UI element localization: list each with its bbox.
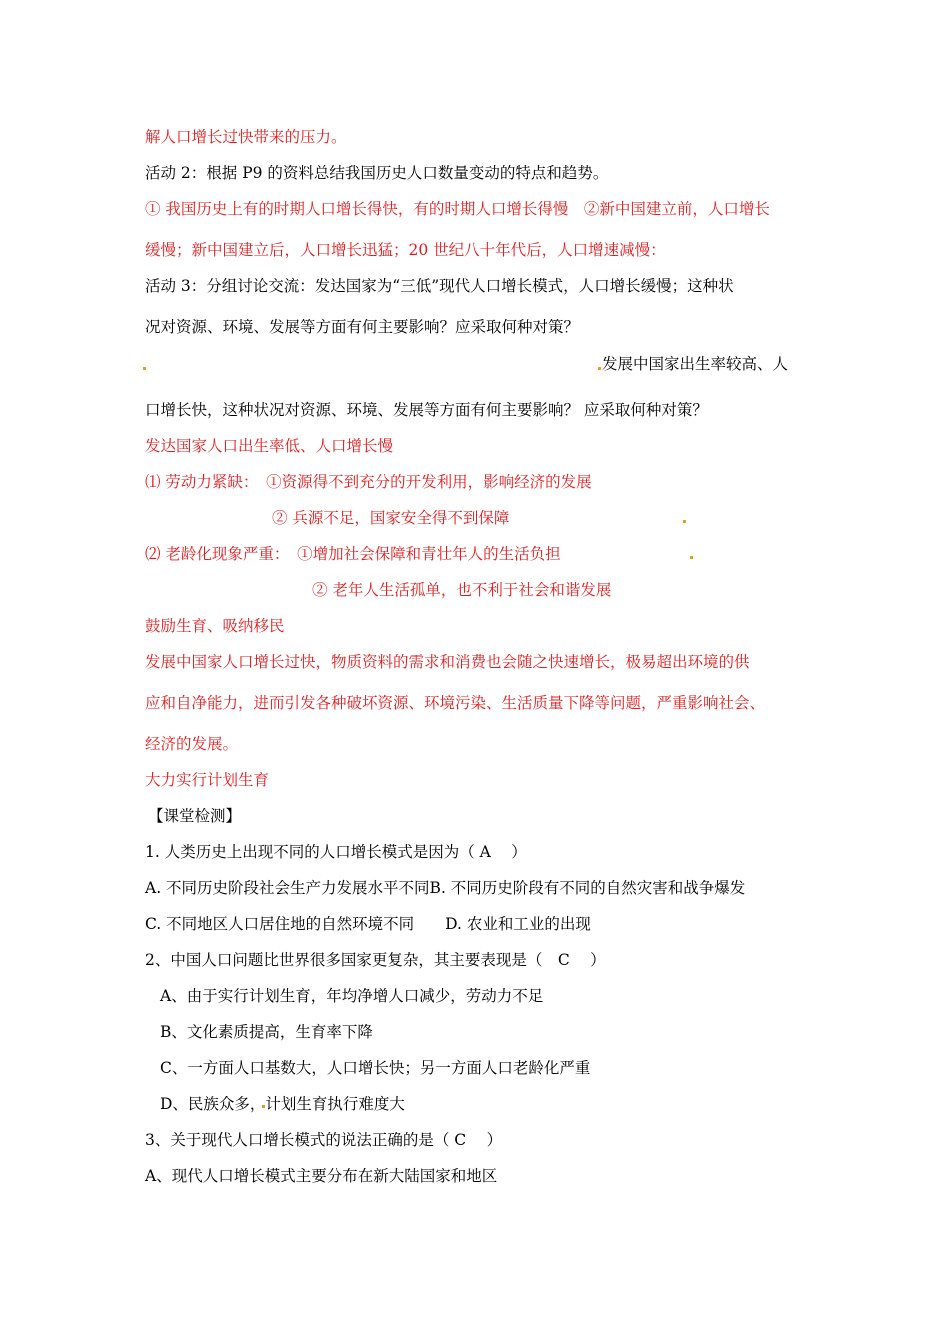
question-2-option-a: A、由于实行计划生育，年均净增人口减少，劳动力不足 <box>160 987 544 1005</box>
developed-measure: 鼓励生育、吸纳移民 <box>145 617 285 635</box>
question-3: 3、关于现代人口增长模式的说法正确的是（ C ） <box>145 1131 503 1149</box>
stray-dot <box>598 367 601 370</box>
question-2-option-c: C、一方面人口基数大，人口增长快；另一方面人口老龄化严重 <box>160 1059 591 1077</box>
developing-measure: 大力实行计划生育 <box>145 771 270 789</box>
question-1: 1. 人类历史上出现不同的人口增长模式是因为（ A ） <box>145 843 527 861</box>
question-2-option-d: D、民族众多，计划生育执行难度大 <box>160 1095 405 1113</box>
question-2: 2、中国人口问题比世界很多国家更复杂，其主要表现是（ C ） <box>145 951 606 969</box>
answer-text-line: 解人口增长过快带来的压力。 <box>145 128 347 146</box>
labor-shortage-line: ⑴ 劳动力紧缺： ①资源得不到充分的开发利用，影响经济的发展 <box>145 473 592 491</box>
developing-text-line-1: 发展中国家人口增长过快，物质资料的需求和消费也会随之快速增长，极易超出环境的供 <box>145 653 750 671</box>
activity-2-question: 活动 2：根据 P9 的资料总结我国历史人口数量变动的特点和趋势。 <box>145 164 609 182</box>
activity-3-question-line-1: 活动 3：分组讨论交流：发达国家为“三低”现代人口增长模式，人口增长缓慢；这种状 <box>145 277 734 295</box>
stray-dot <box>690 556 693 559</box>
elderly-line: ② 老年人生活孤单，也不利于社会和谐发展 <box>312 581 612 599</box>
developing-text-line-2: 应和自净能力，进而引发各种破坏资源、环境污染、生活质量下降等问题，严重影响社会、 <box>145 694 766 712</box>
question-1-options-cd: C. 不同地区人口居住地的自然环境不同 D. 农业和工业的出现 <box>145 915 591 933</box>
activity-3-question-line-2: 况对资源、环境、发展等方面有何主要影响？应采取何种对策？ <box>145 318 580 336</box>
question-3-option-a: A、现代人口增长模式主要分布在新大陆国家和地区 <box>145 1167 498 1185</box>
stray-dot <box>683 520 686 523</box>
section-heading: 【课堂检测】 <box>148 807 242 825</box>
activity-3-question-line-3: 发展中国家出生率较高、人 <box>602 355 789 373</box>
activity-2-answer-line-2: 缓慢；新中国建立后，人口增长迅猛；20 世纪八十年代后，人口增速减慢： <box>145 241 666 259</box>
aging-line: ⑵ 老龄化现象严重： ①增加社会保障和青壮年人的生活负担 <box>145 545 561 563</box>
developed-heading: 发达国家人口出生率低、人口增长慢 <box>145 437 394 455</box>
activity-3-question-line-4: 口增长快，这种状况对资源、环境、发展等方面有何主要影响？ 应采取何种对策？ <box>145 401 708 419</box>
soldier-shortage-line: ② 兵源不足，国家安全得不到保障 <box>272 509 510 527</box>
activity-2-answer-line-1: ① 我国历史上有的时期人口增长得快，有的时期人口增长得慢 ②新中国建立前，人口增长 <box>145 200 770 218</box>
developing-text-line-3: 经济的发展。 <box>145 735 239 753</box>
stray-dot <box>143 367 146 370</box>
question-1-options-ab: A. 不同历史阶段社会生产力发展水平不同B. 不同历史阶段有不同的自然灾害和战争爆发 <box>145 879 746 897</box>
question-2-option-b: B、文化素质提高，生育率下降 <box>160 1023 373 1041</box>
